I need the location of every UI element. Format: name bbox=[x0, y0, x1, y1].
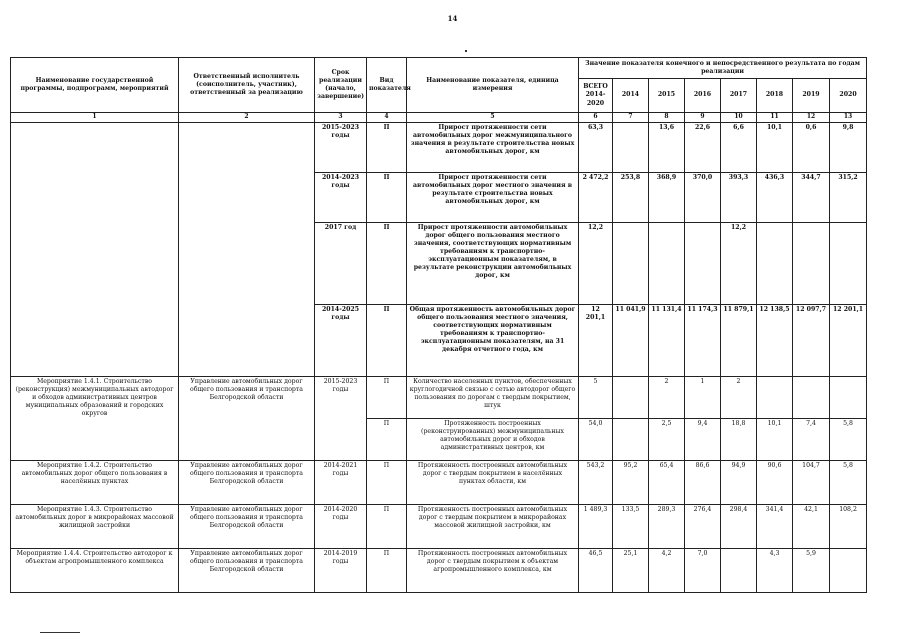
value-cell bbox=[613, 419, 649, 461]
term-cell: 2014-2025 годы bbox=[315, 305, 367, 377]
value-cell bbox=[830, 223, 867, 305]
value-cell: 298,4 bbox=[721, 505, 757, 549]
value-cell bbox=[793, 223, 830, 305]
header-type: Вид показателя bbox=[367, 58, 407, 113]
term-cell: 2014-2020 годы bbox=[315, 505, 367, 549]
value-cell: 2,5 bbox=[649, 419, 685, 461]
column-number: 3 bbox=[315, 113, 367, 123]
table-row bbox=[11, 461, 867, 505]
value-cell: 12 138,5 bbox=[757, 305, 793, 377]
value-cell: 344,7 bbox=[793, 173, 830, 223]
indicator-cell: Протяженность построенных автомобильных дорог с твердым покрытием к объектам агропромышленного комплекса, км bbox=[407, 549, 579, 593]
indicators-table bbox=[10, 57, 867, 593]
indicator-cell: Протяженность построенных (реконструированных) межмуниципальных автомобильных дорог и обходов административных центров, км bbox=[407, 419, 579, 461]
program-cell-empty bbox=[11, 123, 179, 377]
value-cell: 5,8 bbox=[830, 419, 867, 461]
value-cell bbox=[613, 223, 649, 305]
column-number: 5 bbox=[407, 113, 579, 123]
value-cell: 7,4 bbox=[793, 419, 830, 461]
table-row bbox=[11, 549, 867, 593]
type-cell: П bbox=[367, 377, 407, 419]
measure-name: Мероприятие 1.4.1. Строительство (реконструкция) межмуниципальных автодорог и обходов административных центров муниципальных образований и городских округов bbox=[11, 377, 179, 461]
value-cell: 94,9 bbox=[721, 461, 757, 505]
value-cell bbox=[613, 377, 649, 419]
indicator-cell: Прирост протяженности автомобильных дорог общего пользования местного значения, соответствующих нормативным требованиям к транспортно-эксплуатационным показателям, в результате реконструкции автомобильных дорог, км bbox=[407, 223, 579, 305]
column-number: 9 bbox=[685, 113, 721, 123]
term-cell: 2014-2021 годы bbox=[315, 461, 367, 505]
header-year: 2020 bbox=[830, 79, 867, 113]
value-cell: 393,3 bbox=[721, 173, 757, 223]
value-cell: 104,7 bbox=[793, 461, 830, 505]
value-cell: 4,2 bbox=[649, 549, 685, 593]
value-cell: 65,4 bbox=[649, 461, 685, 505]
measure-name: Мероприятие 1.4.2. Строительство автомобильных дорог общего пользования в населённых пунктах bbox=[11, 461, 179, 505]
value-cell: 5 bbox=[579, 377, 613, 419]
value-cell: 9,4 bbox=[685, 419, 721, 461]
value-cell: 5,8 bbox=[830, 461, 867, 505]
value-cell: 133,5 bbox=[613, 505, 649, 549]
type-cell: П bbox=[367, 223, 407, 305]
measure-name: Мероприятие 1.4.3. Строительство автомобильных дорог в микрорайонах массовой жилищной застройки bbox=[11, 505, 179, 549]
header-year: 2016 bbox=[685, 79, 721, 113]
value-cell: 9,8 bbox=[830, 123, 867, 173]
column-number: 6 bbox=[579, 113, 613, 123]
value-cell: 7,0 bbox=[685, 549, 721, 593]
value-cell: 18,8 bbox=[721, 419, 757, 461]
executor-cell-empty bbox=[179, 123, 315, 377]
column-number: 4 bbox=[367, 113, 407, 123]
measure-executor: Управление автомобильных дорог общего пользования и транспорта Белгородской области bbox=[179, 549, 315, 593]
value-cell bbox=[757, 223, 793, 305]
value-cell: 6,6 bbox=[721, 123, 757, 173]
indicator-cell: Прирост протяженности сети автомобильных дорог межмуниципального значения в результате строительства новых автомобильных дорог, км bbox=[407, 123, 579, 173]
value-cell: 22,6 bbox=[685, 123, 721, 173]
value-cell: 5,9 bbox=[793, 549, 830, 593]
column-number: 7 bbox=[613, 113, 649, 123]
column-number: 12 bbox=[793, 113, 830, 123]
value-cell: 543,2 bbox=[579, 461, 613, 505]
value-cell: 63,3 bbox=[579, 123, 613, 173]
header-values-group: Значение показателя конечного и непосредственного результата по годам реализации bbox=[579, 58, 867, 79]
value-cell: 12,2 bbox=[579, 223, 613, 305]
value-cell: 95,2 bbox=[613, 461, 649, 505]
header-year: ВСЕГО 2014-2020 bbox=[579, 79, 613, 113]
header-program: Наименование государственной программы, подпрограмм, мероприятий bbox=[11, 58, 179, 113]
value-cell: 12,2 bbox=[721, 223, 757, 305]
page-number: 14 bbox=[447, 14, 458, 23]
value-cell: 436,3 bbox=[757, 173, 793, 223]
header-executor: Ответственный исполнитель (соисполнитель, участник), ответственный за реализацию bbox=[179, 58, 315, 113]
value-cell: 253,8 bbox=[613, 173, 649, 223]
value-cell: 54,0 bbox=[579, 419, 613, 461]
indicator-cell: Количество населенных пунктов, обеспеченных круглогодичной связью с сетью автодорог общего пользования по дорогам с твердым покрытием, штук bbox=[407, 377, 579, 419]
type-cell: П bbox=[367, 505, 407, 549]
value-cell: 11 131,4 bbox=[649, 305, 685, 377]
value-cell: 25,1 bbox=[613, 549, 649, 593]
scan-dot bbox=[465, 50, 467, 52]
type-cell: П bbox=[367, 549, 407, 593]
column-number: 10 bbox=[721, 113, 757, 123]
term-cell: 2015-2023 годы bbox=[315, 123, 367, 173]
value-cell: 86,6 bbox=[685, 461, 721, 505]
measure-name: Мероприятие 1.4.4. Строительство автодорог к объектам агропромышленного комплекса bbox=[11, 549, 179, 593]
column-number: 11 bbox=[757, 113, 793, 123]
value-cell: 2 bbox=[649, 377, 685, 419]
value-cell bbox=[685, 223, 721, 305]
indicator-cell: Протяженность построенных автомобильных дорог с твердым покрытием в населённых пунктах области, км bbox=[407, 461, 579, 505]
value-cell: 10,1 bbox=[757, 419, 793, 461]
value-cell: 315,2 bbox=[830, 173, 867, 223]
value-cell: 0,6 bbox=[793, 123, 830, 173]
value-cell: 13,6 bbox=[649, 123, 685, 173]
value-cell: 1 bbox=[685, 377, 721, 419]
value-cell: 12 201,1 bbox=[830, 305, 867, 377]
value-cell: 276,4 bbox=[685, 505, 721, 549]
value-cell: 368,9 bbox=[649, 173, 685, 223]
header-year: 2018 bbox=[757, 79, 793, 113]
value-cell: 42,1 bbox=[793, 505, 830, 549]
table-row bbox=[11, 505, 867, 549]
type-cell: П bbox=[367, 173, 407, 223]
value-cell: 11 174,3 bbox=[685, 305, 721, 377]
term-cell: 2015-2023 годы bbox=[315, 377, 367, 461]
table-row bbox=[11, 123, 867, 173]
value-cell: 10,1 bbox=[757, 123, 793, 173]
value-cell bbox=[830, 549, 867, 593]
value-cell: 11 041,9 bbox=[613, 305, 649, 377]
header-year: 2019 bbox=[793, 79, 830, 113]
term-cell: 2014-2023 годы bbox=[315, 173, 367, 223]
value-cell: 2 472,2 bbox=[579, 173, 613, 223]
column-number: 1 bbox=[11, 113, 179, 123]
value-cell: 370,0 bbox=[685, 173, 721, 223]
type-cell: П bbox=[367, 305, 407, 377]
header-year: 2015 bbox=[649, 79, 685, 113]
value-cell bbox=[649, 223, 685, 305]
measure-executor: Управление автомобильных дорог общего пользования и транспорта Белгородской области bbox=[179, 505, 315, 549]
header-year: 2014 bbox=[613, 79, 649, 113]
value-cell: 1 489,3 bbox=[579, 505, 613, 549]
value-cell: 289,3 bbox=[649, 505, 685, 549]
indicator-cell: Общая протяженность автомобильных дорог общего пользования местного значения, соответствующих нормативным требованиям к транспортно-эксплуатационным показателям, на 31 декабря отчетного года, км bbox=[407, 305, 579, 377]
term-cell: 2017 год bbox=[315, 223, 367, 305]
column-number: 2 bbox=[179, 113, 315, 123]
column-numbers-row bbox=[11, 113, 867, 123]
value-cell: 108,2 bbox=[830, 505, 867, 549]
value-cell bbox=[757, 377, 793, 419]
header-term: Срок реализации (начало, завершение) bbox=[315, 58, 367, 113]
column-number: 13 bbox=[830, 113, 867, 123]
measure-executor: Управление автомобильных дорог общего пользования и транспорта Белгородской области bbox=[179, 377, 315, 461]
bottom-line bbox=[40, 632, 80, 633]
value-cell: 12 201,1 bbox=[579, 305, 613, 377]
measure-executor: Управление автомобильных дорог общего пользования и транспорта Белгородской области bbox=[179, 461, 315, 505]
value-cell: 2 bbox=[721, 377, 757, 419]
header-row bbox=[11, 58, 867, 79]
type-cell: П bbox=[367, 419, 407, 461]
header-indicator: Наименование показателя, единица измерения bbox=[407, 58, 579, 113]
term-cell: 2014-2019 годы bbox=[315, 549, 367, 593]
value-cell: 46,5 bbox=[579, 549, 613, 593]
value-cell bbox=[721, 549, 757, 593]
header-year: 2017 bbox=[721, 79, 757, 113]
column-number: 8 bbox=[649, 113, 685, 123]
value-cell: 341,4 bbox=[757, 505, 793, 549]
table-row bbox=[11, 377, 867, 419]
indicator-cell: Протяженность построенных автомобильных дорог с твердым покрытием в микрорайонах массовой жилищной застройки, км bbox=[407, 505, 579, 549]
value-cell bbox=[830, 377, 867, 419]
type-cell: П bbox=[367, 123, 407, 173]
indicator-cell: Прирост протяженности сети автомобильных дорог местного значения в результате строительства новых автомобильных дорог, км bbox=[407, 173, 579, 223]
value-cell bbox=[613, 123, 649, 173]
type-cell: П bbox=[367, 461, 407, 505]
value-cell: 12 097,7 bbox=[793, 305, 830, 377]
value-cell: 90,6 bbox=[757, 461, 793, 505]
value-cell: 11 879,1 bbox=[721, 305, 757, 377]
value-cell: 4,3 bbox=[757, 549, 793, 593]
value-cell bbox=[793, 377, 830, 419]
